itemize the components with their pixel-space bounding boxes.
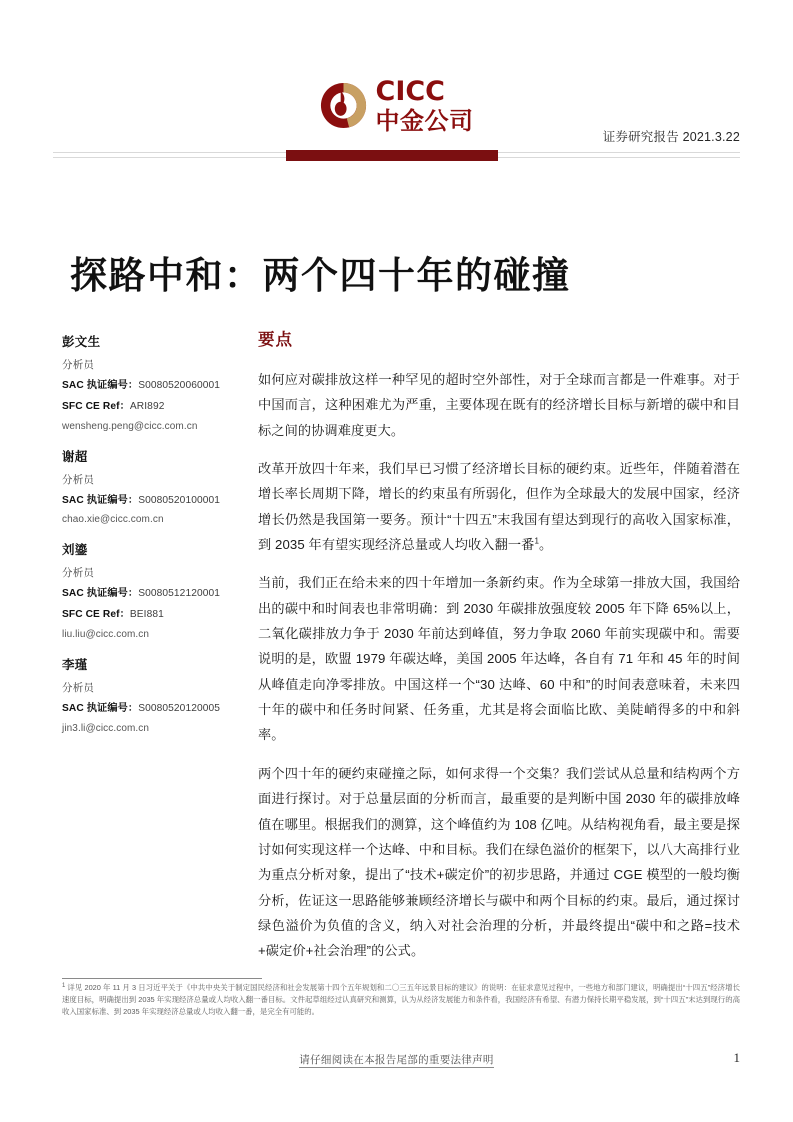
author-block [62,447,237,526]
author-name: 谢超 [62,448,88,464]
author-block [62,540,237,640]
author-role: 分析员 [62,681,95,694]
sfc-value: ARI892 [129,400,165,412]
header-divider [53,152,740,158]
sac-label: SAC 执证编号： [62,702,139,714]
summary-paragraph: 当前，我们正在给未来的四十年增加一条新约束。作为全球第一排放大国，我国给出的碳中和时间表也非常明确：到 2030 年碳排放强度较 2005 年下降 65%以上，二氧化碳排放力争于 2030 年前达到峰值，努力争取 2060 年前实现碳中和。需要说明的是，欧盟 1979 年碳达峰，美国 2005 年达峰，各自有 71 年和 45 年的时间从峰值走向净零排放。中国这样一个“30 达峰、60 中和”的时间表意味着，未来四十年的碳中和任务时间紧、任务重，尤其是将会面临比欧、美陡峭得多的中和斜率。 [258,575,740,743]
author-email[interactable]: wensheng.peng@cicc.com.cn [62,420,198,432]
sfc-label: SFC CE Ref： [62,609,130,621]
author-role: 分析员 [62,567,95,580]
author-email[interactable]: chao.xie@cicc.com.cn [62,514,164,526]
author-email[interactable]: liu.liu@cicc.com.cn [62,628,150,640]
footnote-text: 详见 2020 年 11 月 3 日习近平关于《中共中央关于制定国民经济和社会发展第十四个五年规划和二〇三五年远景目标的建议》的说明：在征求意见过程中，一些地方和部门建议，明确提出“十四五”经济增长速度目标，明确提出到 2035 年实现经济总量或人均收入翻一番目标。文件起草组经过认真研究和测算，认为从经济发展能力和条件看，我国经济有希望、有潜力保持长期平稳发展，到“十四五”末达到现行的高收入国家标准、到 2035 年实现经济总量或人均收入翻一番，是完全有可能的。 [62,983,740,1016]
report-meta: 证券研究报告 2021.3.22 [602,130,740,144]
logo-english-name: CICC [375,76,445,107]
sac-label: SAC 执证编号： [62,494,139,506]
page-footer [0,1052,793,1074]
sac-value: S0080512120001 [138,588,221,600]
author-sfc-line [62,608,237,622]
author-block [62,332,237,432]
summary-paragraph [258,456,740,557]
author-name: 李瑾 [62,656,88,672]
sfc-value: BEI881 [129,609,164,621]
footnote [62,982,740,1018]
cicc-circle-logo-icon [320,82,367,129]
footnote-reference[interactable]: 1 [534,536,540,546]
author-name: 彭文生 [62,334,101,349]
page-number: 1 [733,1050,740,1065]
legal-disclaimer-text: 请仔细阅读在本报告尾部的重要法律声明 [299,1054,494,1066]
sfc-label: SFC CE Ref： [62,400,130,412]
footnote-divider [62,978,262,979]
logo-chinese-name: 中金公司 [375,106,474,135]
author-sac-line [62,494,237,508]
author-sidebar [62,332,237,749]
section-heading-summary: 要点 [258,330,293,349]
author-role: 分析员 [62,359,95,371]
author-block [62,655,237,734]
summary-paragraph: 两个四十年的硬约束碰撞之际，如何求得一个交集？我们尝试从总量和结构两个方面进行探讨。对于总量层面的分析而言，最重要的是判断中国 2030 年的碳排放峰值在哪里。根据我们的测算，这个峰值约为 108 亿吨。从结构视角看，最主要是探讨如何实现这样一个达峰、中和目标。我们在绿色溢价的框架下，以八大高排行业为重点分析对象，提出了“技术+碳定价”的初步思路，并通过 CGE 模型的一般均衡分析，佐证这一思路能够兼顾经济增长与碳中和两个目标的约束。最后，通过探讨绿色溢价为负值的含义，纳入对社会治理的分析，并最终提出“碳中和之路=技术+碳定价+社会治理”的公式。 [258,765,740,959]
sac-value: S0080520120005 [138,702,221,714]
page-title: 探路中和：两个四十年的碰撞 [70,253,571,297]
sac-value: S0080520060001 [138,380,221,391]
author-sac-line [62,379,237,393]
legal-disclaimer-link[interactable] [0,1052,793,1067]
author-sfc-line [62,400,237,414]
page-header [0,0,793,170]
sac-label: SAC 执证编号： [62,380,139,391]
author-name: 刘鎏 [62,542,88,558]
brand-logo [0,78,793,134]
author-email[interactable]: jin3.li@cicc.com.cn [62,722,150,734]
paragraph-text: 改革开放四十年来，我们早已习惯了经济增长目标的硬约束。近些年，伴随着潜在增长率长周期下降，增长的约束虽有所弱化，但作为全球最大的发展中国家，经济增长仍然是我国第一要务。预计“十四五”末我国有望达到现行的高收入国家标准，到 2035 年有望实现经济总量或人均收入翻一番 [258,461,740,553]
main-content [258,326,740,977]
sac-label: SAC 执证编号： [62,588,139,600]
author-sac-line [62,702,237,716]
summary-paragraph: 如何应对碳排放这样一种罕见的超时空外部性，对于全球而言都是一件难事。对于中国而言，这种困难尤为严重，主要体现在既有的经济增长目标与新增的碳中和目标之间的协调难度更大。 [258,372,740,438]
sac-value: S0080520100001 [138,494,221,506]
author-role: 分析员 [62,473,95,486]
divider-accent-block [286,150,498,161]
author-sac-line [62,587,237,601]
footnote-marker: 1 [62,982,66,989]
paragraph-tail: 。 [539,537,553,553]
